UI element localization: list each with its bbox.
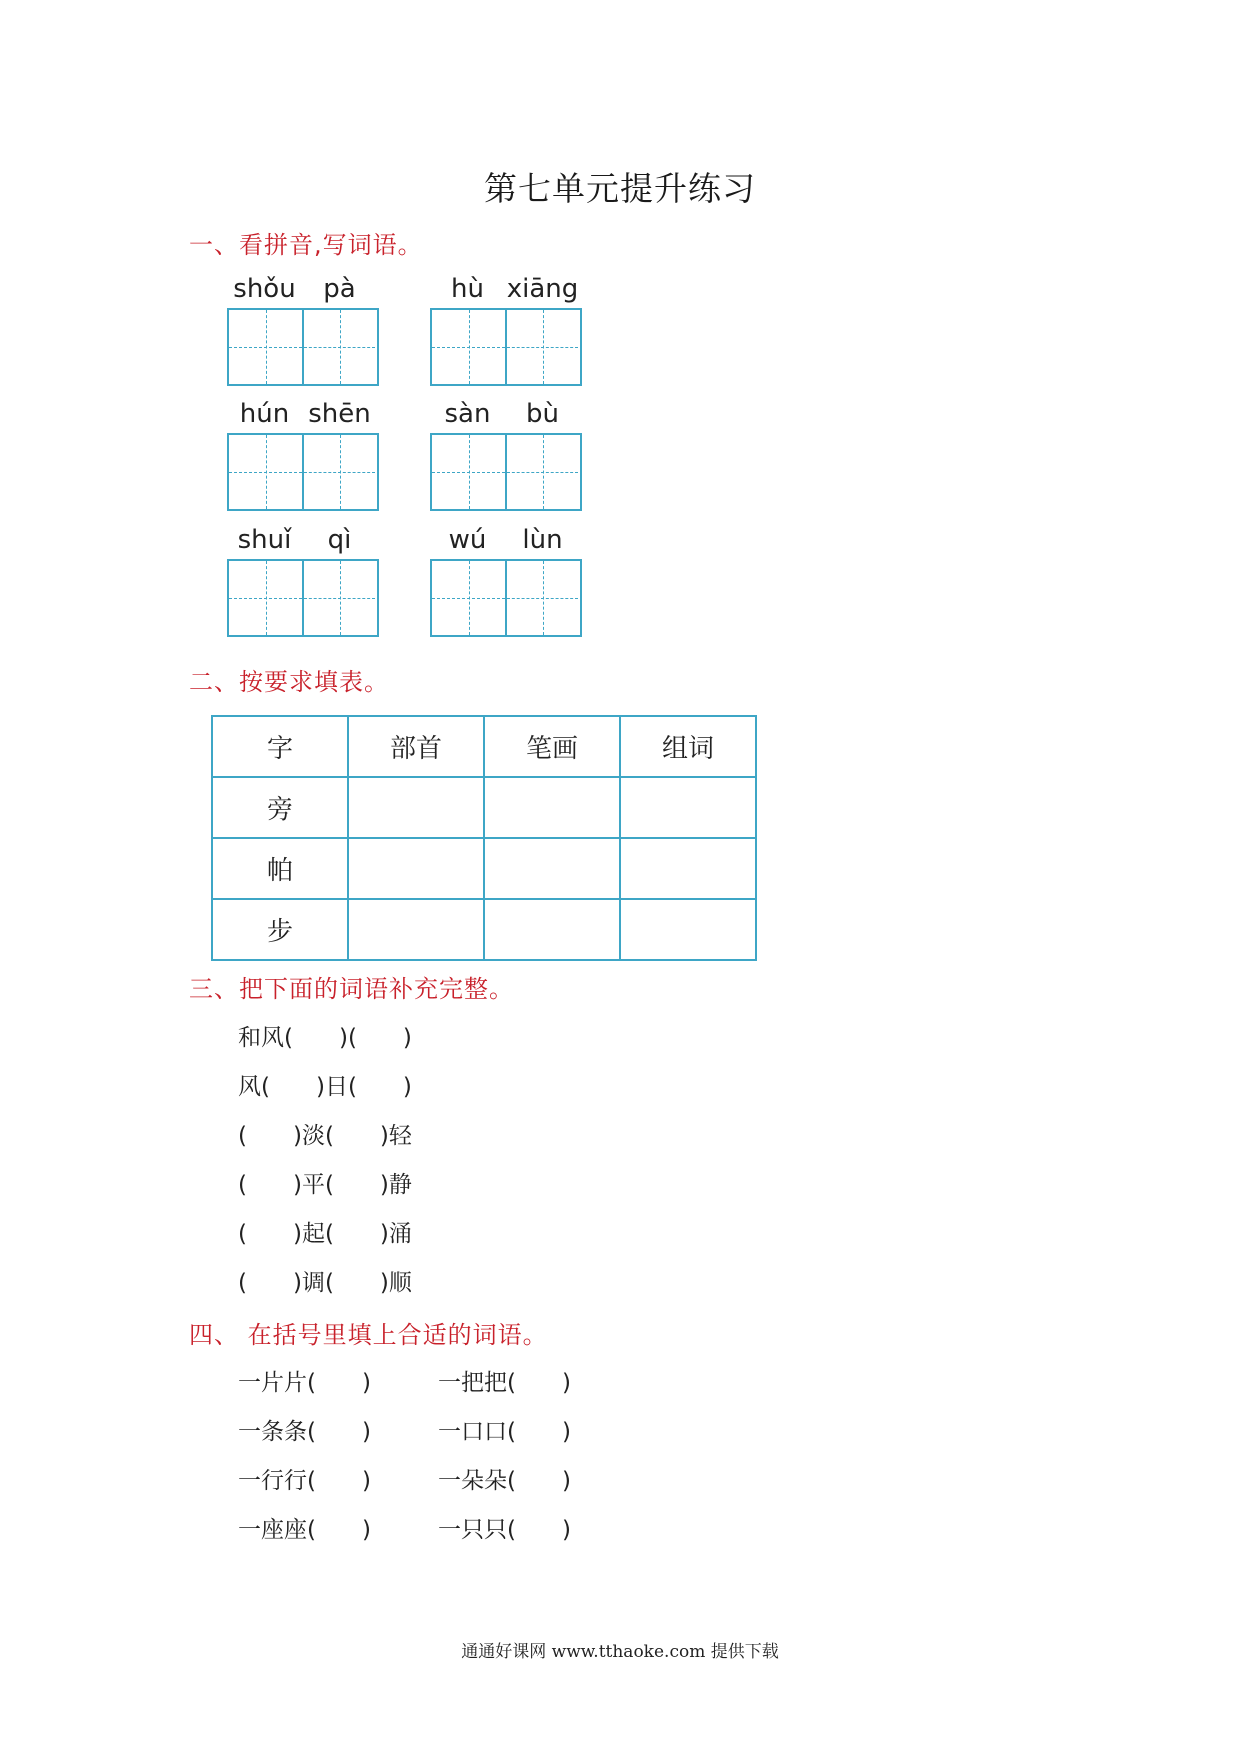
idiom-item[interactable]: 和风( )( ) [238, 1025, 412, 1051]
answer-cell[interactable] [620, 899, 756, 960]
writing-grid [227, 559, 379, 637]
writing-grid [430, 559, 582, 637]
answer-cell[interactable] [620, 838, 756, 899]
idiom-item[interactable]: ( )调( )顺 [238, 1270, 412, 1296]
footer-credit: 通通好课网 www.tthaoke.com 提供下载 [461, 1642, 779, 1662]
idiom-item[interactable]: ( )淡( )轻 [238, 1123, 412, 1149]
pinyin-label: pà [323, 274, 356, 304]
tian-zi-box[interactable] [505, 435, 578, 509]
tian-zi-box[interactable] [302, 435, 375, 509]
pinyin-label: shǒu [233, 274, 296, 304]
writing-grid [430, 433, 582, 511]
tian-zi-box[interactable] [505, 561, 578, 635]
measure-word-item[interactable]: 一口口( ) [438, 1419, 571, 1445]
table-row [212, 899, 756, 960]
writing-grid [430, 308, 582, 386]
tian-zi-box[interactable] [229, 310, 302, 384]
table-header: 部首 [348, 716, 484, 777]
tian-zi-box[interactable] [302, 561, 375, 635]
section-3-title: 三、把下面的词语补充完整。 [189, 975, 514, 1003]
measure-word-item[interactable]: 一座座( ) [238, 1517, 371, 1543]
table-char-cell: 旁 [212, 777, 348, 838]
pinyin-label: hù [451, 274, 484, 304]
table-row [212, 838, 756, 899]
pinyin-pair [227, 519, 377, 637]
table-char-cell: 帕 [212, 838, 348, 899]
answer-cell[interactable] [484, 777, 620, 838]
table-header: 笔画 [484, 716, 620, 777]
measure-word-item[interactable]: 一朵朵( ) [438, 1468, 571, 1494]
tian-zi-box[interactable] [432, 435, 505, 509]
pinyin-pair [430, 519, 580, 637]
pinyin-label: lùn [522, 525, 563, 555]
table-char-cell: 步 [212, 899, 348, 960]
answer-cell[interactable] [484, 838, 620, 899]
measure-word-item[interactable]: 一片片( ) [238, 1370, 371, 1396]
section-1-title: 一、看拼音,写词语。 [189, 231, 423, 259]
tian-zi-box[interactable] [229, 435, 302, 509]
pinyin-label: shēn [308, 399, 371, 429]
tian-zi-box[interactable] [432, 310, 505, 384]
section-4-title: 四、 在括号里填上合适的词语。 [189, 1321, 548, 1349]
table-header: 字 [212, 716, 348, 777]
pinyin-label: wú [448, 525, 487, 555]
page-title: 第七单元提升练习 [484, 169, 756, 208]
pinyin-pair [227, 268, 377, 386]
section-2-title: 二、按要求填表。 [189, 668, 389, 696]
idiom-item[interactable]: ( )平( )静 [238, 1172, 412, 1198]
pinyin-label: sàn [444, 399, 491, 429]
answer-cell[interactable] [348, 777, 484, 838]
measure-word-item[interactable]: 一行行( ) [238, 1468, 371, 1494]
writing-grid [227, 308, 379, 386]
answer-cell[interactable] [620, 777, 756, 838]
tian-zi-box[interactable] [302, 310, 375, 384]
measure-word-item[interactable]: 一只只( ) [438, 1517, 571, 1543]
pinyin-label: bù [526, 399, 559, 429]
tian-zi-box[interactable] [229, 561, 302, 635]
answer-cell[interactable] [348, 899, 484, 960]
pinyin-pair [227, 393, 377, 511]
idiom-item[interactable]: ( )起( )涌 [238, 1221, 412, 1247]
pinyin-label: xiāng [506, 274, 579, 304]
idiom-item[interactable]: 风( )日( ) [238, 1074, 412, 1100]
pinyin-label: qì [327, 525, 352, 555]
answer-cell[interactable] [484, 899, 620, 960]
measure-word-item[interactable]: 一把把( ) [438, 1370, 571, 1396]
tian-zi-box[interactable] [505, 310, 578, 384]
pinyin-label: hún [239, 399, 290, 429]
pinyin-pair [430, 268, 580, 386]
measure-word-item[interactable]: 一条条( ) [238, 1419, 371, 1445]
answer-cell[interactable] [348, 838, 484, 899]
table-row [212, 777, 756, 838]
writing-grid [227, 433, 379, 511]
pinyin-pair [430, 393, 580, 511]
pinyin-label: shuǐ [237, 525, 292, 555]
tian-zi-box[interactable] [432, 561, 505, 635]
table-header-row [212, 716, 756, 777]
character-table [211, 715, 757, 961]
table-header: 组词 [620, 716, 756, 777]
